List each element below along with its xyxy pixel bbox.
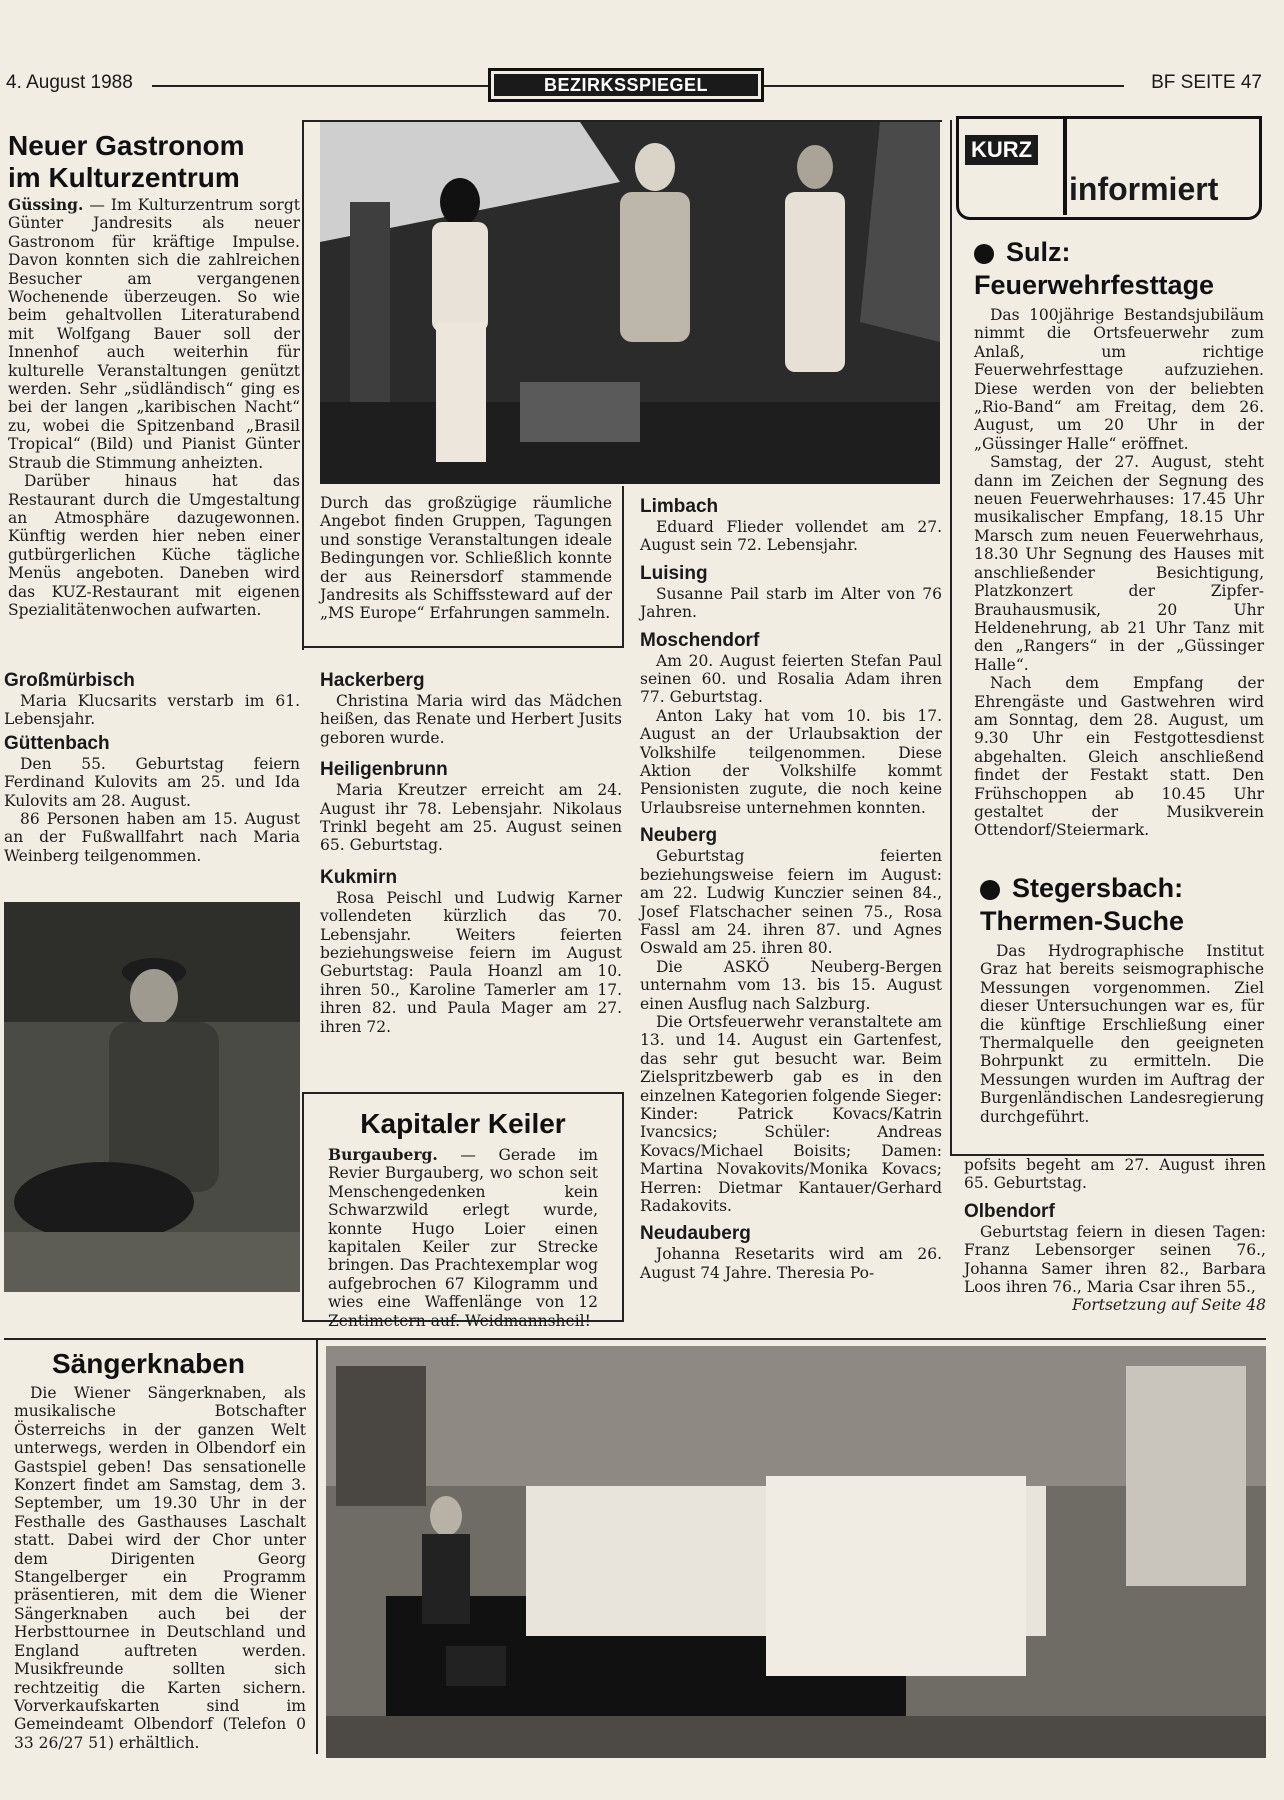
keiler-article: Kapitaler Keiler Burgauberg. — Gerade im Revier Burgauberg, wo schon seit Menschengedenken kein Schwarzwild erlegt wurde, konnte Hugo Loier einen kapitalen Keiler zur Strecke bringen. Das Prachtexemplar wog aufgebrochen 67 Kilogramm und wies eine Waffenlänge von 12 Zentimetern auf. Weidmannsheil! xyxy=(302,1092,624,1322)
notes-column-1: Großmürbisch Maria Klucsarits verstarb im 61. Lebensjahr. Güttenbach Den 55. Geburtstag feiern Ferdinand Kulovits am 25. und Ida Kulovits am 28. August. 86 Personen haben am 15. August an der Fußwallfahrt nach Maria Weinberg teilgenommen. xyxy=(4,670,300,865)
issue-date: 4. August 1988 xyxy=(6,72,133,93)
section-banner xyxy=(488,68,764,102)
sulz-article: Sulz: Feuerwehrfesttage Das 100jährige Bestandsjubiläum nimmt die Ortsfeuerwehr zum Anlaß, um richtige Feuerwehrfesttage aufzuziehen. Diese werden von der beliebten „Rio-Band“ am Freitag, dem 26. August, um 20 Uhr in der „Güssinger Halle“ eröffnet. Samstag, der 27. August, steht dann im Zeichen der Segnung des neuen Feuerwehrhauses: 17.45 Uhr musikalischer Empfang, 18.15 Uhr Marsch zum neuen Feuerwehrhaus, 18.30 Uhr Segnung des Hauses mit anschließender Besichtigung, Platzkonzert der Zipfer-Brauhausmusik, 20 Uhr Heldenehrung, ab 21 Uhr Tanz mit den „Rangers“ in der „Güssinger Halle“. Nach dem Empfang der Ehrengäste und Gastwehren wird am Sonntag, dem 28. August, um 9.30 Uhr ein Festgottesdienst abgehalten. Gleich anschließend findet der Festakt statt. Den Frühschoppen ab 10.45 Uhr gestaltet der Musikverein Ottendorf/Steiermark. xyxy=(974,237,1264,840)
continuation-note: Fortsetzung auf Seite 48 xyxy=(1072,1296,1266,1315)
heading-guettenbach: Güttenbach xyxy=(4,732,110,754)
keiler-headline: Kapitaler Keiler xyxy=(360,1108,566,1139)
heading-luising: Luising xyxy=(640,562,708,584)
choir-photo xyxy=(326,1346,1266,1758)
kurz-word: informiert xyxy=(1069,171,1219,207)
bottom-section-rule xyxy=(4,1338,1266,1340)
saenger-body: Die Wiener Sängerknaben, als musikalische Botschafter Österreichs in der ganzen Welt unterwegs, werden in Olbendorf ein Gastspiel geben! Das sensationelle Konzert findet am Samstag, dem 3. September, um 19.30 Uhr in der Festhalle des Gasthauses Laschalt statt. Dabei wird der Chor unter dem Dirigenten Georg Stangelberger ein Programm präsentieren, mit dem die Wiener Sängerknaben auch bei der Herbsttournee in Deutschland und England auftreten werden. Musikfreunde sollten sich rechtzeitig die Karten sichern. Vorverkaufskarten sind im Gemeindeamt Olbendorf (Telefon 0 33 26/27 51) erhältlich. xyxy=(14,1384,306,1752)
notes-column-3: Limbach Eduard Flieder vollendet am 27. August sein 72. Lebensjahr. Luising Susanne Pail starb im Alter von 76 Jahren. Moschendorf Am 20. August feierten Stefan Paul seinen 60. und Rosalia Adam ihren 77. Geburtstag. Anton Laky hat vom 10. bis 17. August an der Urlaubsaktion der Volkshilfe teilgenommen. Diese Aktion der Volkshilfe kommt Pensionisten zugute, die noch keine Urlaubsreise unternehmen konnten. Neuberg Geburtstag feierten beziehungsweise feiern im August: am 22. Ludwig Kunczier seinen 84., Josef Flatschacher seinen 75., Rosa Fassl am 24. ihren 87. und Agnes Oswald am 25. ihren 80. Die ASKÖ Neuberg-Bergen unternahm vom 13. bis 15. August einen Ausflug nach Salzburg. Die Ortsfeuerwehr veranstaltete am 13. und 14. August ein Gartenfest, das sehr gut besucht war. Beim Zielspritzbewerb gab es in den einzelnen Kategorien folgende Sieger: Kinder: Patrick Kovacs/Katrin Ivancsics; Schüler: Andreas Kovacs/Michael Boisits; Damen: Martina Novakovits/Monika Kovacs; Herren: Dietmar Kantauer/Gerhard Radakovits. Neudauberg Johanna Resetarits wird am 26. August 74 Jahre. Theresia Po- xyxy=(640,496,943,1282)
page-number: BF SEITE 47 xyxy=(1151,72,1262,93)
heading-limbach: Limbach xyxy=(640,496,719,517)
sulz-headline: Sulz: Feuerwehrfesttage xyxy=(974,237,1215,300)
heading-moschendorf: Moschendorf xyxy=(640,629,760,651)
stegersbach-headline: Stegersbach: Thermen-Suche xyxy=(980,873,1185,936)
heading-kukmirn: Kukmirn xyxy=(320,866,398,888)
heading-hackerberg: Hackerberg xyxy=(320,670,425,691)
heading-olbendorf: Olbendorf xyxy=(964,1200,1055,1222)
band-photo-caption: Durch das großzügige räumliche Angebot finden Gruppen, Tagungen und sonstige Veranstaltungen ideale Bedingungen vor. Schließlich konnte der aus Reinersdorf stammende Jandresits als Schiffssteward auf der „MS Europe“ Erfahrungen sammeln. xyxy=(320,494,612,623)
heading-neudauberg: Neudauberg xyxy=(640,1223,751,1245)
caption-rule-bottom xyxy=(302,646,624,648)
hunter-photo xyxy=(4,902,300,1292)
notes-column-4: pofsits begeht am 27. August ihren 65. Geburtstag. Olbendorf Geburtstag feiern in diesen Tagen: Franz Lebensorger seinen 76., Johanna Samer ihren 82., Barbara Loos ihren 76., Maria Csar ihren 55., Fortsetzung auf Seite 48 xyxy=(964,1156,1266,1315)
heading-grossmuerbisch: Großmürbisch xyxy=(4,670,135,691)
header-rule-right xyxy=(764,85,1124,87)
bullet-icon xyxy=(974,244,994,264)
keiler-dateline: Burgauberg. xyxy=(328,1145,438,1164)
header-rule-left xyxy=(152,85,488,87)
gastronom-dateline: Güssing. xyxy=(8,195,84,214)
caption-rule-right xyxy=(622,486,624,646)
kurz-column-rule xyxy=(950,120,952,1156)
heading-neuberg: Neuberg xyxy=(640,825,718,847)
kurz-bar xyxy=(1063,119,1067,215)
heading-heiligenbrunn: Heiligenbrunn xyxy=(320,759,448,781)
band-photo xyxy=(320,122,940,484)
stegersbach-article: Stegersbach: Thermen-Suche Das Hydrographische Institut Graz hat bereits seismographische Messungen vorgenommen. Ziel dieser Untersuchungen war es, für die künftige Erschließung einer Thermalquelle den geeigneten Bohrpunkt zu ermitteln. Die Messungen wurden im Auftrag der Burgenländischen Landesregierung durchgeführt. xyxy=(980,873,1264,1126)
saenger-headline: Sängerknaben xyxy=(52,1348,245,1379)
section-title: BEZIRKSSPIEGEL xyxy=(494,74,758,96)
bullet-icon xyxy=(980,880,1000,900)
gastronom-body: Güssing. — Im Kulturzentrum sorgt Günter Jandresits als neuer Gastronom für kräftige Impulse. Davon konnten sich die zahlreichen Besucher am vergangenen Wochenende überzeugen. So wie beim gehaltvollen Literaturabend mit Wolfgang Bauer soll der Innenhof auch weiterhin für kulturelle Veranstaltungen genützt werden. Sehr „südländisch“ ging es bei der langen „karibischen Nacht“ zu, wobei die Spitzenband „Brasil Tropical“ (Bild) und Pianist Günter Straub die Stimmung anheizten. Darüber hinaus hat das Restaurant durch die Umgestaltung an Atmosphäre dazugewonnen. Künftig werden hier neben einer gutbürgerlichen Küche tägliche Menüs angeboten. Daneben wird das KUZ-Restaurant mit eigenen Spezialitätenwochen aufwarten. xyxy=(8,195,300,619)
notes-column-2: Hackerberg Christina Maria wird das Mädchen heißen, das Renate und Herbert Jusits geboren wurde. Heiligenbrunn Maria Kreutzer erreicht am 24. August ihr 78. Lebensjahr. Nikolaus Trinkl begeht am 25. August seinen 65. Geburtstag. Kukmirn Rosa Peischl und Ludwig Karner vollendeten kürzlich das 70. Lebensjahr. Weiters feierten beziehungsweise feiern im August Geburtstag: Paula Hoanzl am 10. ihren 50., Karoline Tamerler am 17. ihren 82. und Paula Mager am 27. ihren 72. xyxy=(320,670,622,1036)
kurz-tag: KURZ xyxy=(965,135,1038,165)
saenger-rule xyxy=(316,1338,318,1754)
column-rule xyxy=(302,120,304,650)
kurz-informiert-banner xyxy=(956,116,1262,220)
gastronom-headline: Neuer Gastronom im Kulturzentrum xyxy=(8,130,245,193)
